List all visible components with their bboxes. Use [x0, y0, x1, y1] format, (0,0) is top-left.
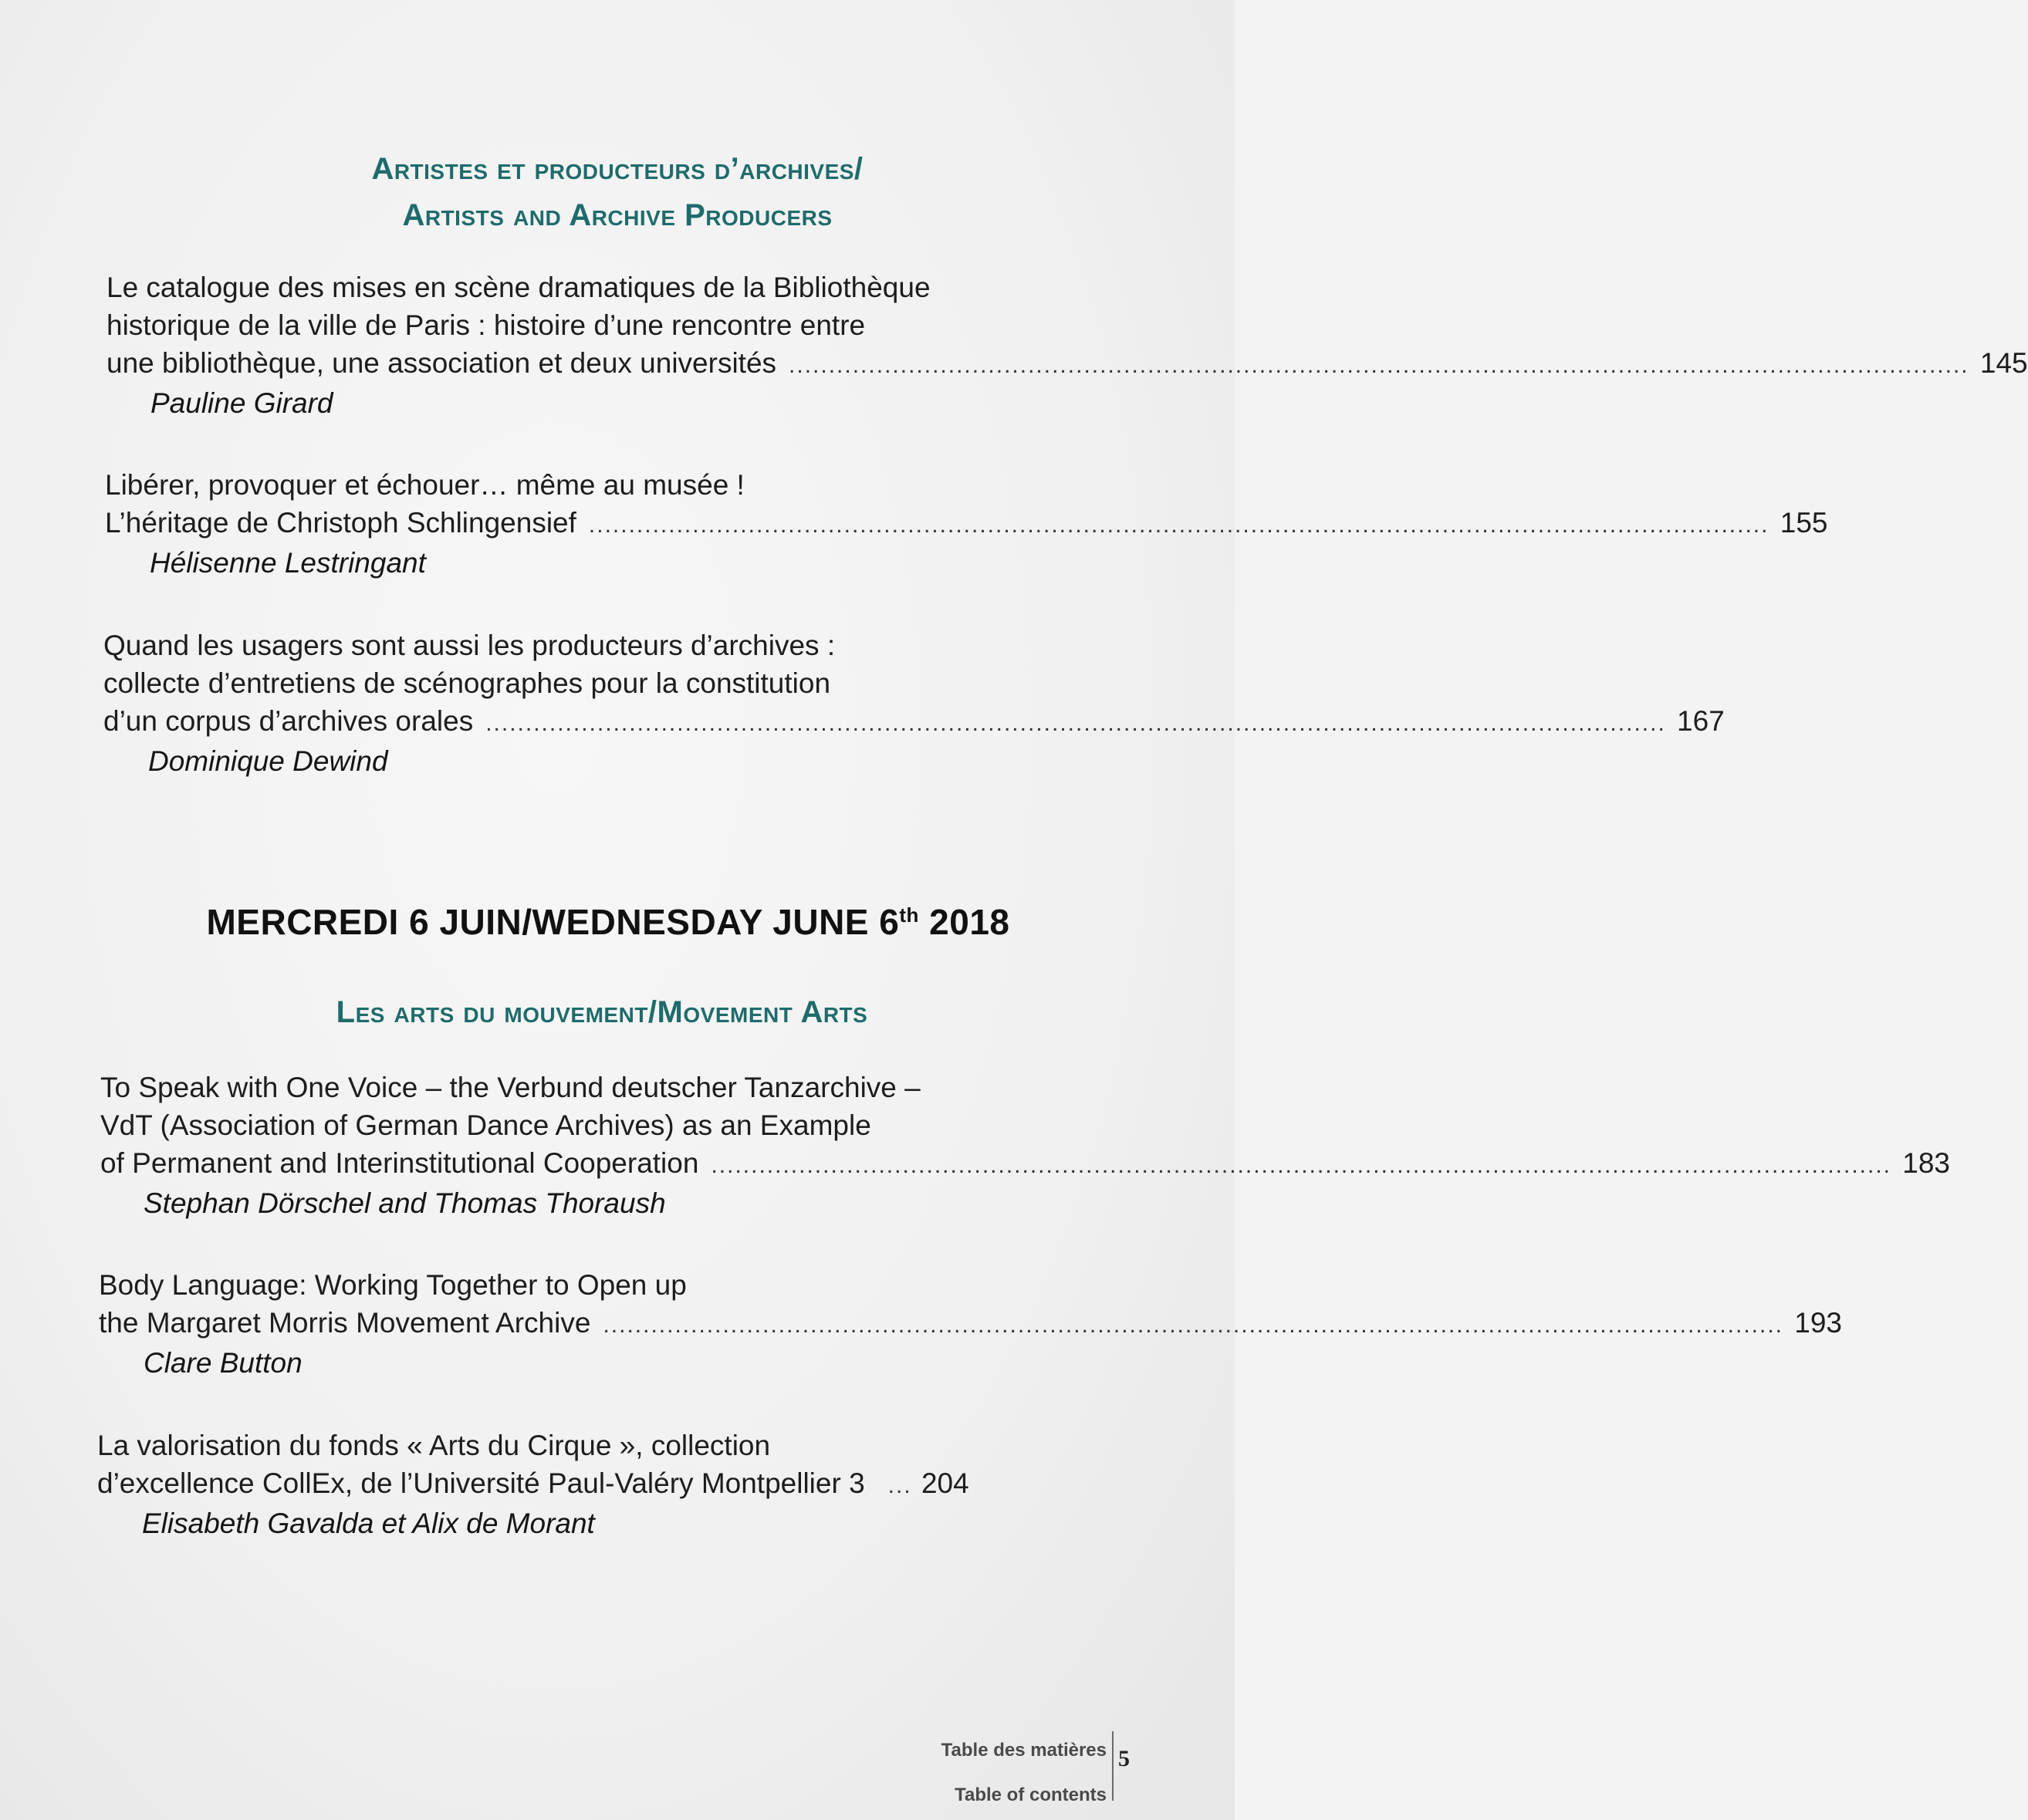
entry-author: Clare Button	[144, 1347, 303, 1379]
entry-title-line: the Margaret Morris Movement Archive	[99, 1307, 591, 1339]
section-heading-movement-arts	[0, 989, 1219, 1035]
footer-title-fr: Table des matières	[941, 1740, 1107, 1761]
entry-title-line: historique de la ville de Paris : histoire d’une rencontre entre	[106, 309, 866, 341]
toc-entry[interactable]	[105, 466, 1828, 582]
entry-title-last-line	[97, 1464, 1111, 1504]
entry-title-line: of Permanent and Interinstitutional Cooperation	[100, 1147, 699, 1179]
entry-title-line: To Speak with One Voice – the Verbund deutscher Tanzarchive –	[100, 1072, 921, 1103]
entry-title-line: VdT (Association of German Dance Archives) as an Example	[100, 1109, 871, 1141]
footer-title-en: Table of contents	[955, 1785, 1107, 1805]
leader-dots: ...	[887, 1473, 912, 1498]
entry-author: Elisabeth Gavalda et Alix de Morant	[142, 1508, 595, 1539]
entry-title-line: Libérer, provoquer et échouer… même au musée !	[105, 469, 745, 501]
entry-title-line: Le catalogue des mises en scène dramatiques de la Bibliothèque	[106, 272, 931, 303]
toc-entry[interactable]	[99, 1266, 1843, 1383]
entry-title-last-line	[106, 344, 2028, 384]
entry-author: Hélisenne Lestringant	[150, 547, 426, 579]
leader-dots: ....................................................................................................................................................	[789, 353, 1969, 378]
entry-title-line: L’héritage de Christoph Schlingensief	[105, 507, 576, 539]
toc-entry[interactable]	[100, 1069, 1951, 1223]
entry-title-line: d’un corpus d’archives orales	[103, 705, 474, 737]
leader-dots: ....................................................................................................................................................	[588, 512, 1769, 538]
entry-title-line: Quand les usagers sont aussi les producteurs d’archives :	[103, 630, 836, 661]
entry-page-number: 145	[1979, 347, 2028, 379]
day-heading-ordinal: th	[899, 903, 919, 927]
day-heading-year: 2018	[918, 902, 1010, 942]
entry-author: Stephan Dörschel and Thomas Thoraush	[144, 1187, 666, 1219]
entry-page-number: 204	[921, 1467, 969, 1499]
entry-title-line: Body Language: Working Together to Open up	[99, 1269, 687, 1301]
toc-entry[interactable]	[103, 626, 1725, 781]
section-heading-line: Artists and Archive Producers	[402, 198, 833, 232]
entry-page-number: 193	[1794, 1307, 1843, 1339]
footer-divider	[1112, 1731, 1114, 1801]
entry-title-line: collecte d’entretiens de scénographes pour la constitution	[103, 667, 831, 699]
entry-author: Pauline Girard	[150, 387, 333, 419]
entry-page-number: 155	[1780, 507, 1828, 539]
page-number: 5	[1118, 1746, 1130, 1771]
entry-title-line: La valorisation du fonds « Arts du Cirque », collection	[97, 1430, 771, 1461]
footer-running-title	[941, 1728, 1107, 1818]
leader-dots: ....................................................................................................................................................	[711, 1153, 1892, 1178]
section-heading-line: Les arts du mouvement/Movement Arts	[336, 995, 868, 1029]
day-heading	[0, 892, 1225, 945]
leader-dots: ....................................................................................................................................................	[485, 711, 1666, 736]
entry-author: Dominique Dewind	[148, 745, 388, 777]
entry-title-line: une bibliothèque, une association et deux universités	[106, 347, 777, 379]
entry-page-number: 183	[1902, 1147, 1951, 1179]
day-heading-text: MERCREDI 6 JUIN/WEDNESDAY JUNE 6	[206, 902, 900, 942]
entry-title-last-line	[105, 504, 1828, 544]
entry-title-last-line	[103, 702, 1725, 742]
toc-entry[interactable]	[97, 1427, 1111, 1543]
toc-entry[interactable]	[106, 268, 2028, 423]
entry-title-last-line	[100, 1144, 1951, 1184]
entry-page-number: 167	[1677, 705, 1725, 737]
entry-title-line: d’excellence CollEx, de l’Université Paul-Valéry Montpellier 3	[97, 1467, 865, 1499]
section-heading-line: Artistes et producteurs d’archives/	[371, 152, 864, 186]
leader-dots: ....................................................................................................................................................	[603, 1312, 1784, 1338]
entry-title-last-line	[99, 1304, 1843, 1344]
section-heading-archive-producers	[0, 146, 1235, 238]
